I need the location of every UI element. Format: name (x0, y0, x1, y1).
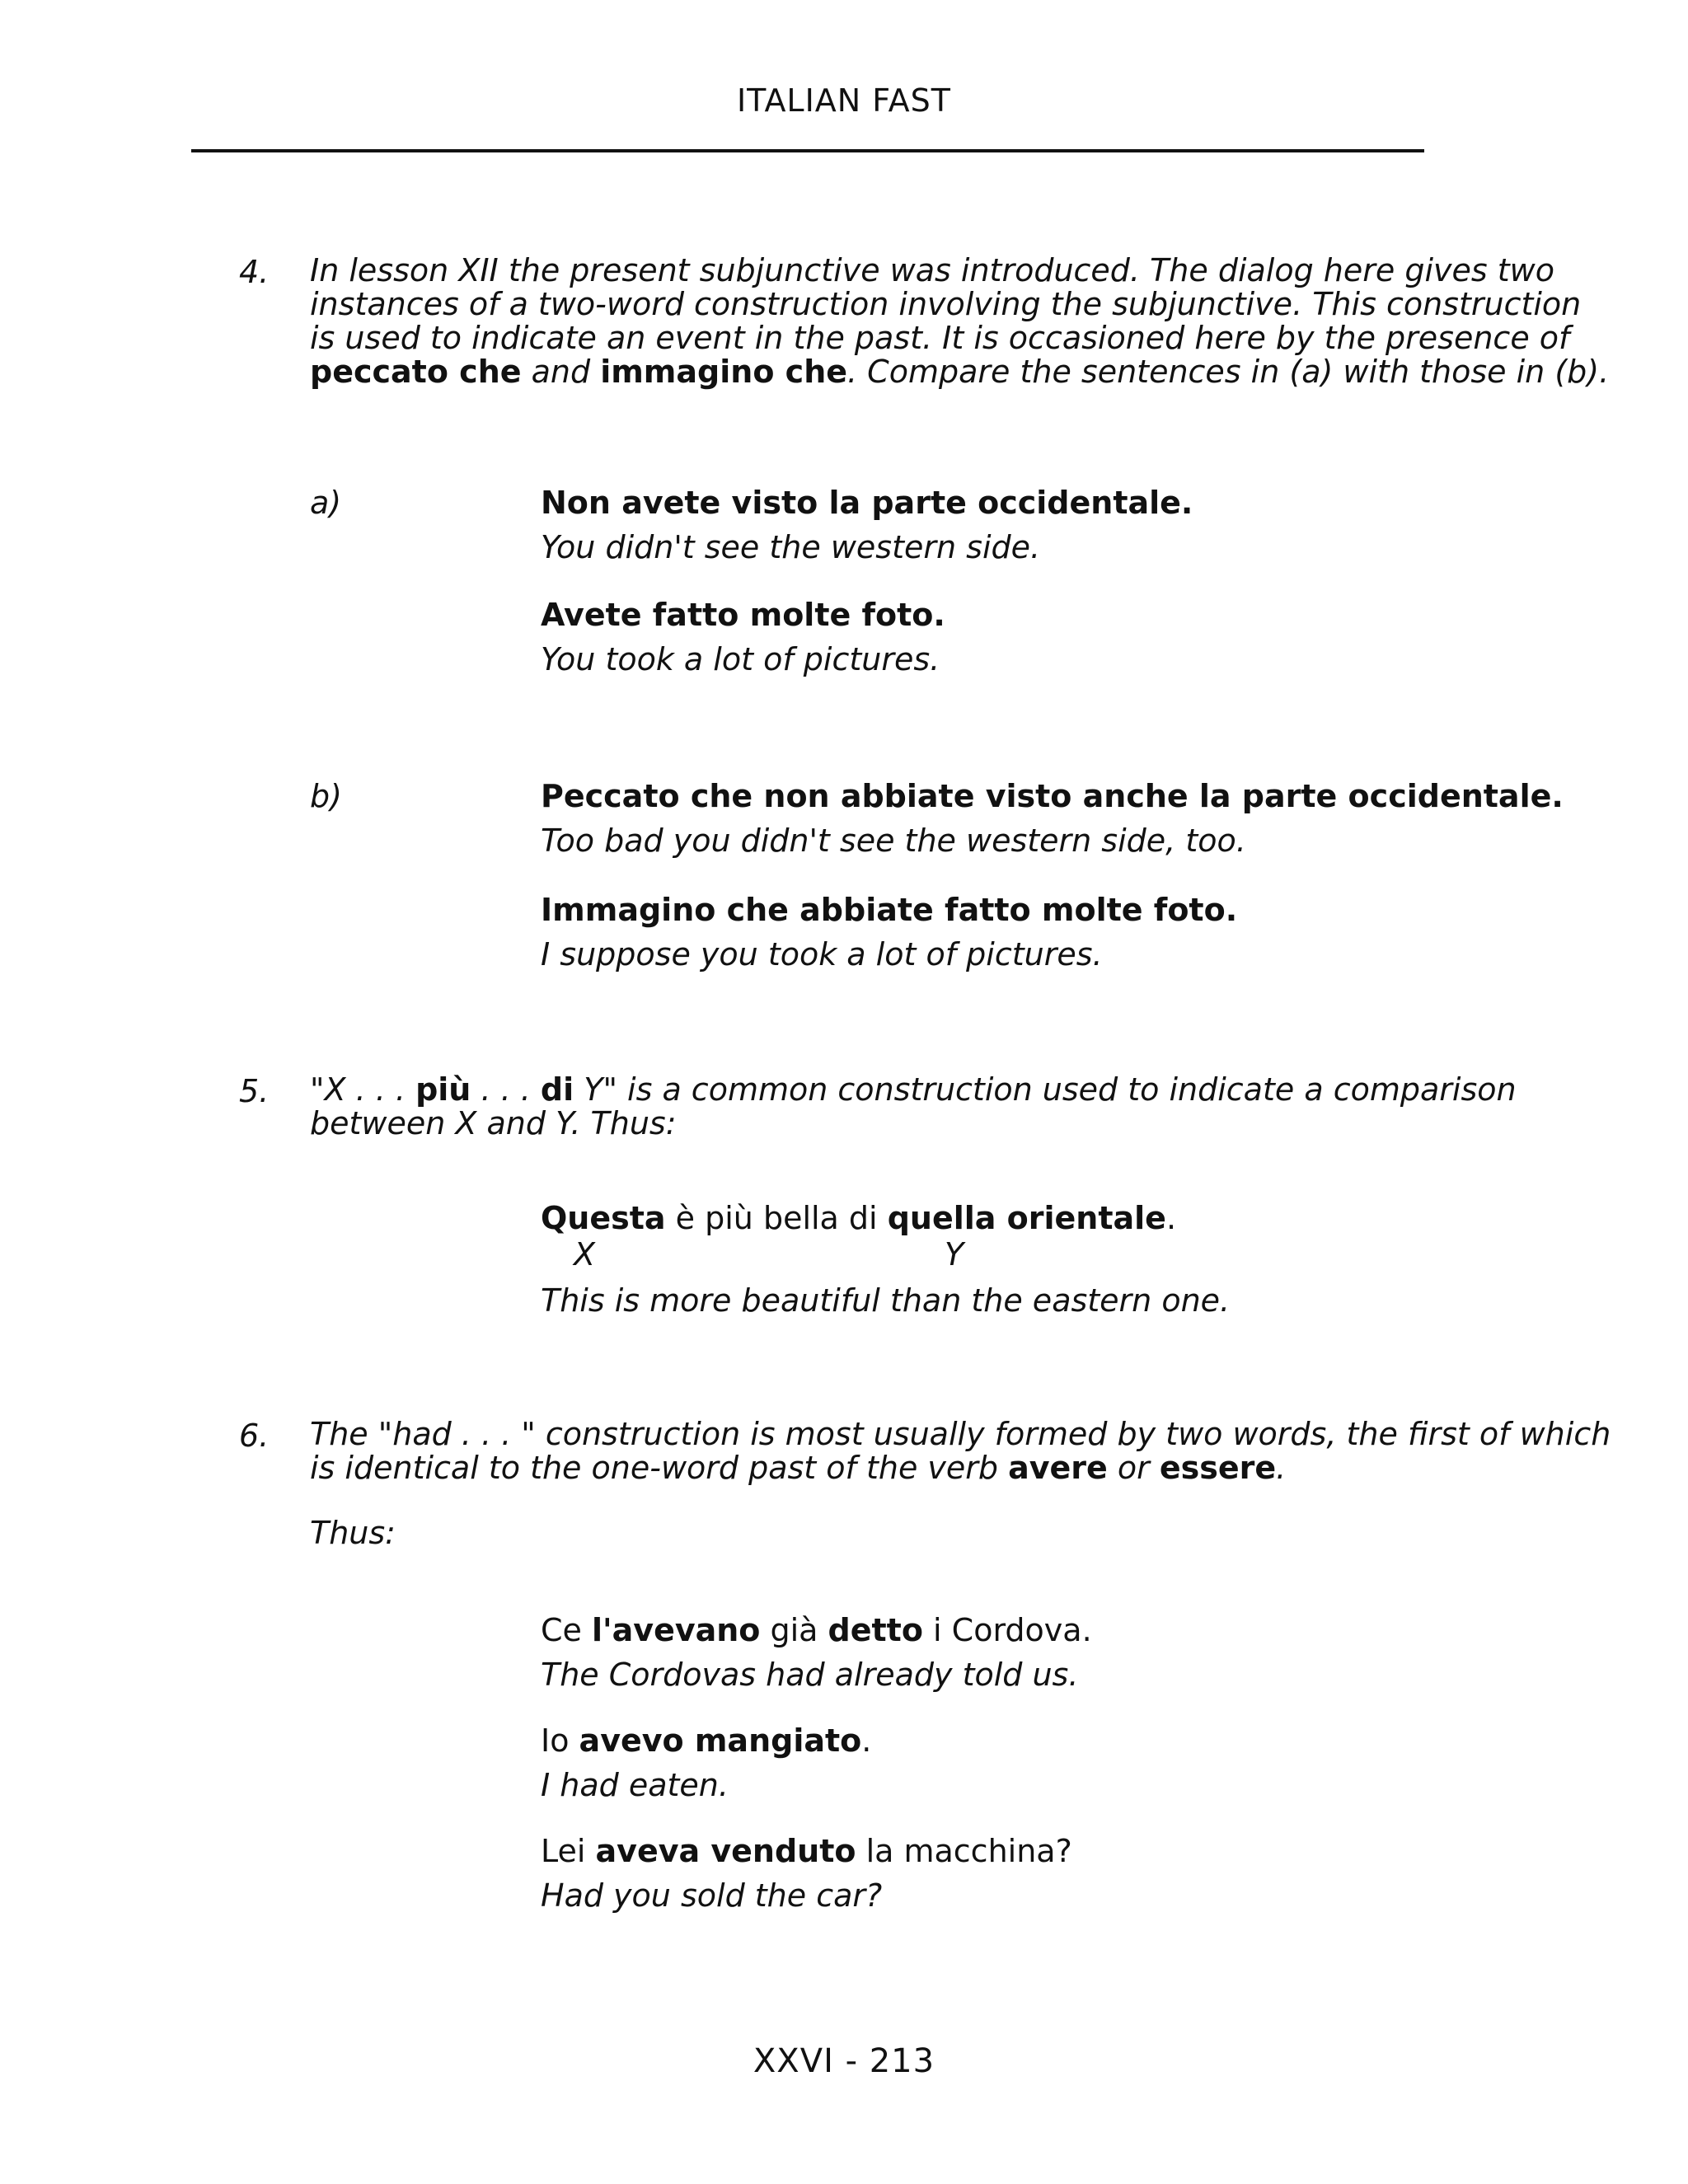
comparison-example (541, 1200, 1176, 1236)
example-italian: Immagino che abbiate fatto molte foto. (541, 892, 1238, 928)
text-run: . . . (471, 1071, 541, 1108)
text-run: la macchina? (856, 1833, 1072, 1869)
bold-term: detto (828, 1612, 923, 1648)
example-italian (541, 1612, 1092, 1648)
example-english: Had you sold the car? (541, 1877, 883, 1914)
text-run: and (521, 354, 601, 390)
text-run: . (861, 1722, 872, 1759)
page-number: XXVI - 213 (753, 2042, 935, 2080)
example-english: You took a lot of pictures. (541, 641, 940, 677)
bold-term: Questa (541, 1200, 666, 1236)
example-english: I had eaten. (541, 1767, 729, 1803)
bold-term: essere (1159, 1450, 1277, 1486)
text-run: . Compare the sentences in (a) with those in (b). (847, 354, 1610, 390)
example-italian (541, 1722, 871, 1759)
text-run: già (760, 1612, 828, 1648)
text-run: In lesson XII the present subjunctive was introduced. The dialog here gives two instances of a two-word construction involving the subjunctive. This construction is used to indicate an event in the past. It is occasioned here by the presence of (310, 252, 1582, 356)
bold-term: l'avevano (592, 1612, 761, 1648)
bold-term: avere (1008, 1450, 1108, 1486)
item-4b-label: b) (310, 778, 342, 814)
example-english: I suppose you took a lot of pictures. (541, 936, 1103, 972)
text-run: . (1276, 1450, 1287, 1486)
bold-term: di (540, 1071, 574, 1108)
item-5-text (310, 1073, 1612, 1141)
example-italian (541, 1833, 1072, 1869)
bold-term: più (415, 1071, 471, 1108)
item-5-number: 5. (239, 1073, 270, 1109)
item-6-thus: Thus: (310, 1515, 396, 1551)
bold-term: peccato che (310, 354, 522, 390)
example-english: The Cordovas had already told us. (541, 1657, 1079, 1693)
text-run: è più bella di (665, 1200, 888, 1236)
y-marker: Y (945, 1236, 964, 1272)
header-rule (191, 149, 1424, 152)
text-run: . (1165, 1200, 1177, 1236)
bold-term: avevo mangiato (579, 1722, 862, 1759)
example-italian: Peccato che non abbiate visto anche la parte occidentale. (541, 778, 1564, 814)
text-run: Lei (541, 1833, 596, 1869)
example-english: Too bad you didn't see the western side, too. (541, 823, 1246, 859)
text-run: Ce (541, 1612, 592, 1648)
item-6-number: 6. (239, 1418, 270, 1454)
item-4-text (310, 254, 1612, 389)
example-english: This is more beautiful than the eastern one. (541, 1282, 1231, 1319)
text-run: or (1107, 1450, 1160, 1486)
text-run: Io (541, 1722, 579, 1759)
example-italian: Non avete visto la parte occidentale. (541, 485, 1193, 521)
item-6-text (310, 1418, 1612, 1485)
bold-term: quella orientale (887, 1200, 1166, 1236)
page-header-title: ITALIAN FAST (736, 82, 952, 119)
bold-term: aveva venduto (595, 1833, 856, 1869)
bold-term: immagino che (600, 354, 848, 390)
text-run: Y" is a common construction used to indicate a comparison between X and Y. Thus: (310, 1071, 1517, 1141)
text-run: The "had . . . " construction is most usually formed by two words, the first of which is identical to the one-word past of the verb (310, 1416, 1611, 1486)
x-marker: X (574, 1236, 596, 1272)
example-english: You didn't see the western side. (541, 529, 1041, 565)
text-run: "X . . . (310, 1071, 416, 1108)
item-4-number: 4. (239, 254, 270, 290)
text-run: i Cordova. (922, 1612, 1092, 1648)
example-italian: Avete fatto molte foto. (541, 597, 945, 633)
item-4a-label: a) (310, 485, 342, 521)
